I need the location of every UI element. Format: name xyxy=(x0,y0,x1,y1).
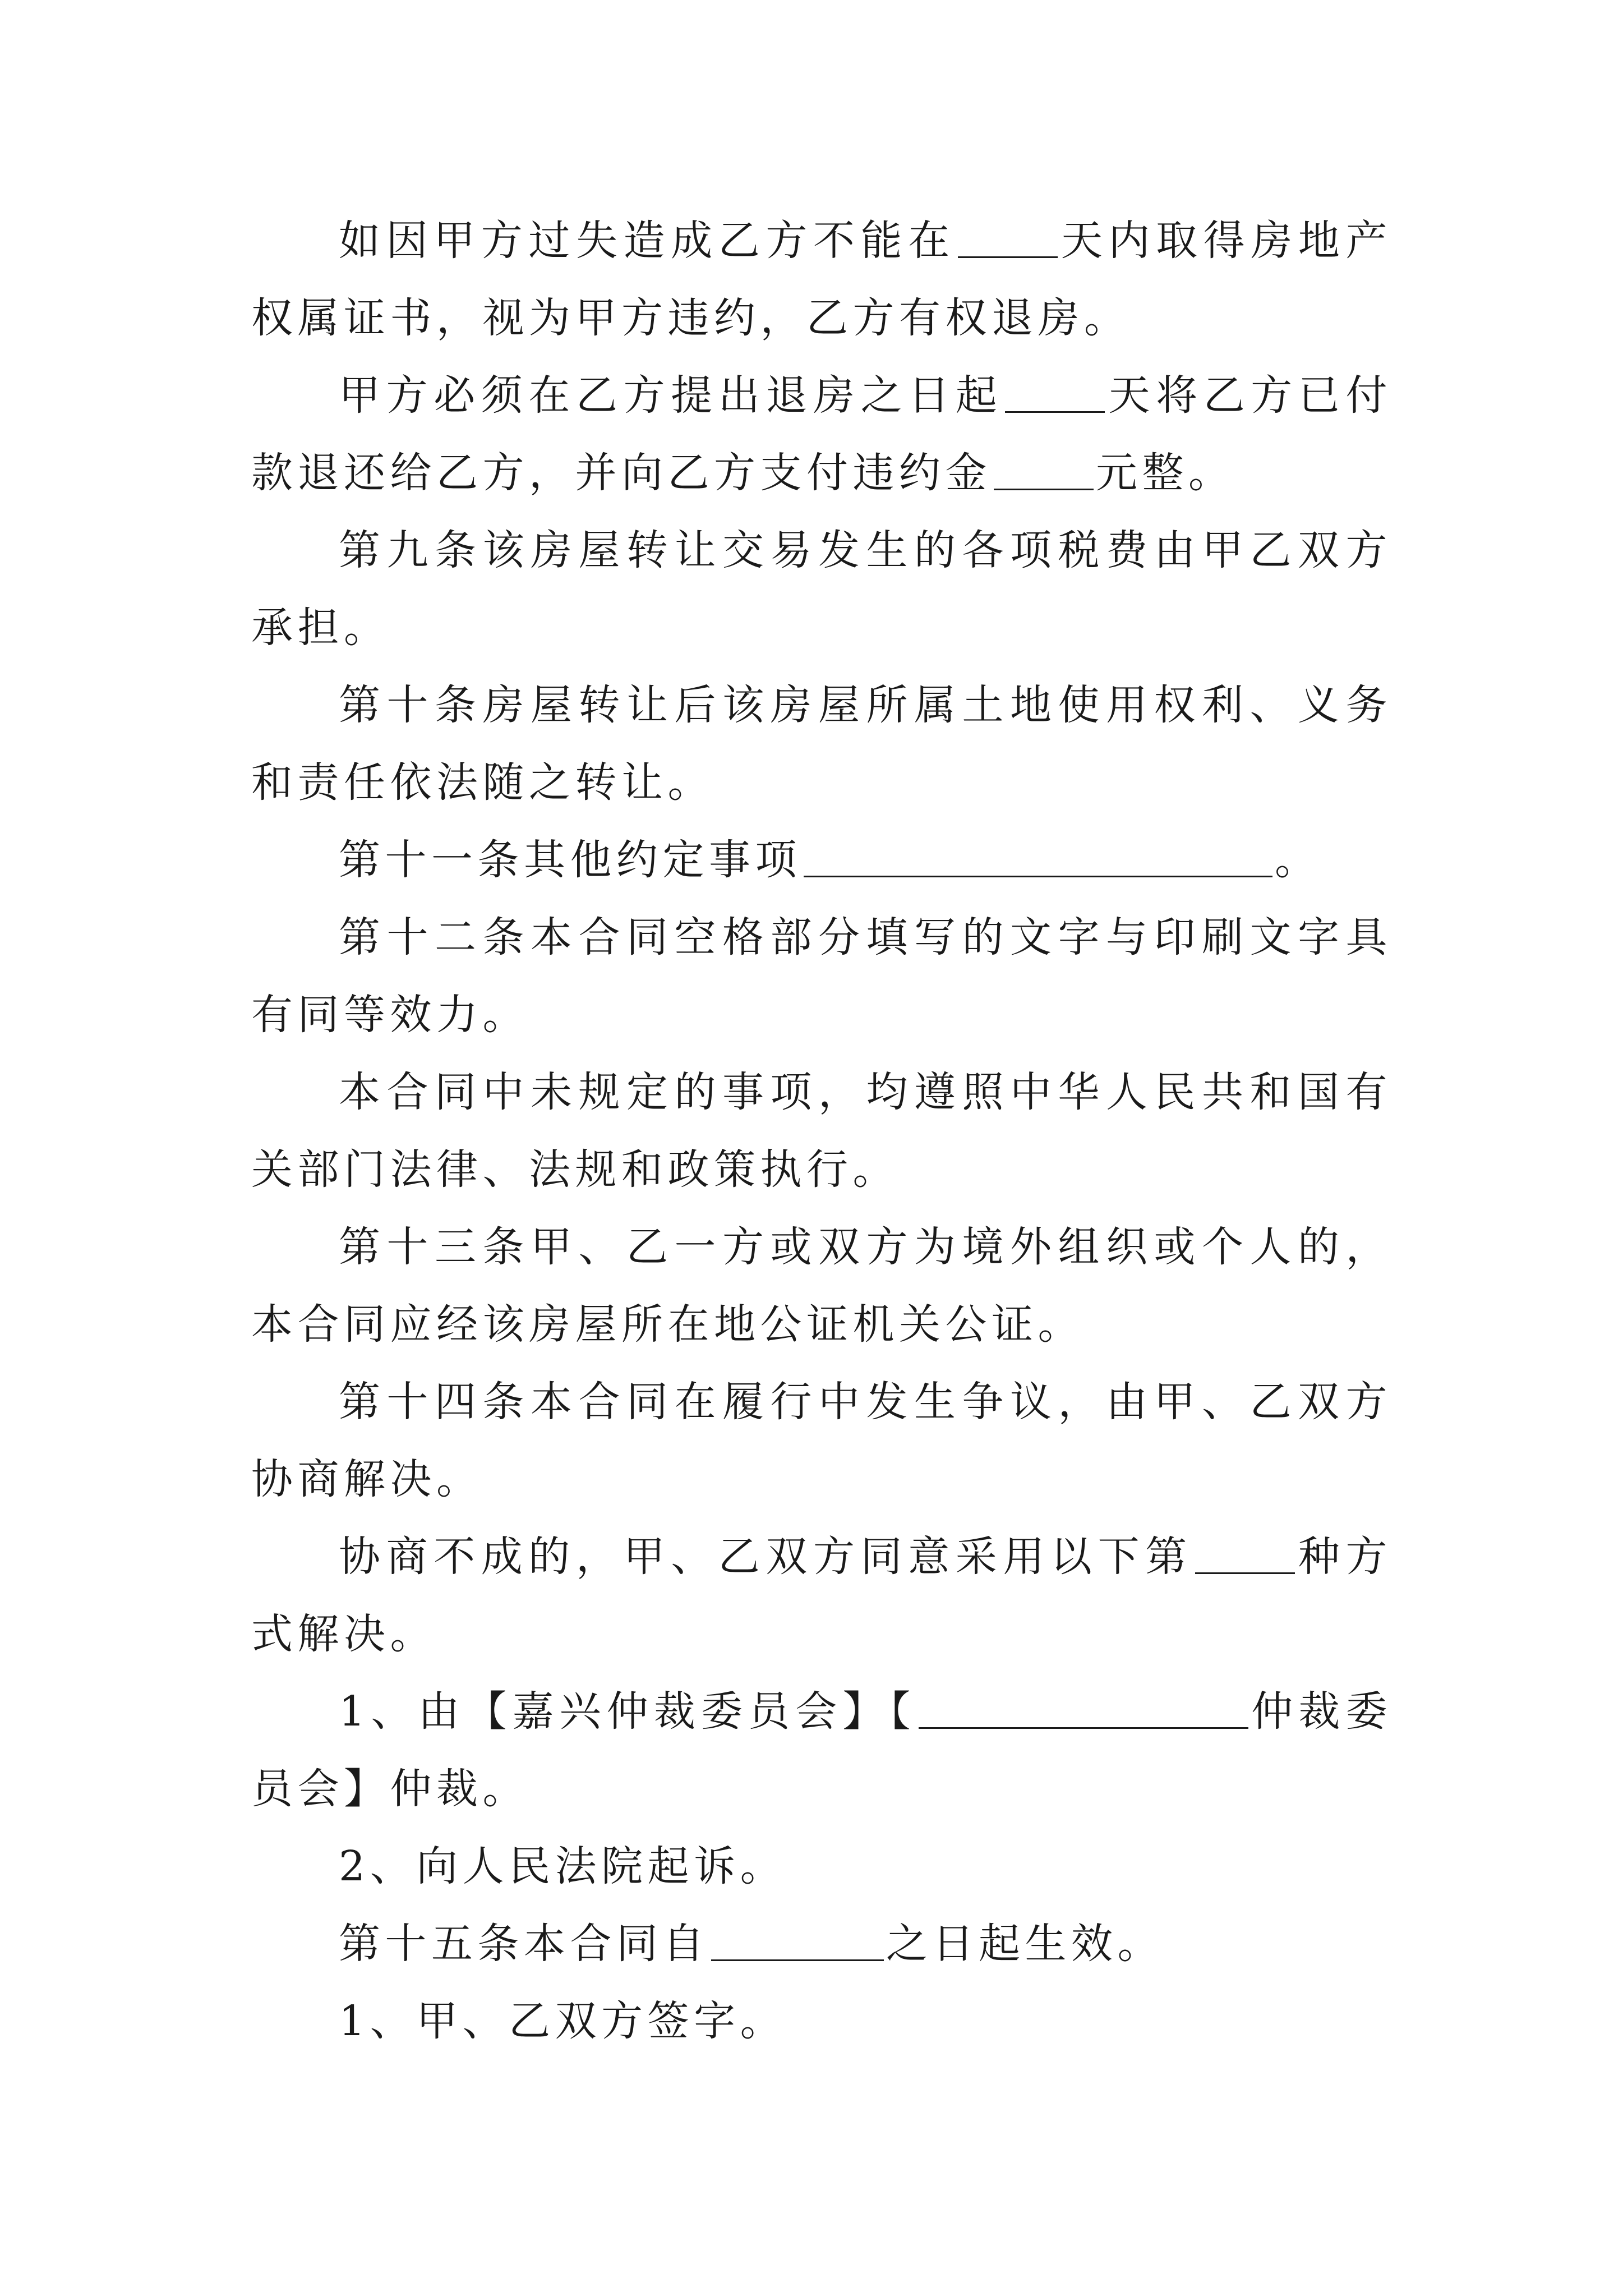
text-segment: 甲方必须在乙方提出退房之日起 xyxy=(339,371,1003,420)
paragraph-refund-payment xyxy=(251,357,1392,512)
blank-days-field[interactable] xyxy=(958,219,1058,258)
blank-arbitration-commission-field[interactable] xyxy=(919,1690,1248,1729)
text-segment: 。 xyxy=(1275,836,1321,884)
blank-penalty-amount-field[interactable] xyxy=(994,452,1094,490)
paragraph-unspecified-matters: 本合同中未规定的事项，均遵照中华人民共和国有关部门法律、法规和政策执行。 xyxy=(251,1068,1392,1194)
paragraph-refund-deadline xyxy=(251,202,1392,357)
blank-method-number-field[interactable] xyxy=(1195,1535,1295,1574)
blank-refund-days-field[interactable] xyxy=(1005,374,1105,413)
article-13: 第十三条甲、乙一方或双方为境外组织或个人的，本合同应经该房屋所在地公证机关公证。 xyxy=(251,1223,1392,1349)
text-segment: 协商不成的，甲、乙双方同意采用以下第 xyxy=(339,1533,1193,1581)
text-segment: 第十一条其他约定事项 xyxy=(339,836,801,884)
article-14: 第十四条本合同在履行中发生争议，由甲、乙双方协商解决。 xyxy=(251,1378,1392,1503)
article-15 xyxy=(251,1905,1392,1982)
blank-other-matters-field[interactable] xyxy=(804,839,1272,877)
text-segment: 种方式解决。 xyxy=(251,1533,1393,1658)
option-court: 2、向人民法院起诉。 xyxy=(339,1842,787,1890)
document-page xyxy=(251,202,1392,2060)
effective-condition-1: 1、甲、乙双方签字。 xyxy=(339,1997,787,2045)
option-arbitration xyxy=(251,1673,1392,1828)
text-segment: 元整。 xyxy=(1096,449,1235,497)
text-segment: 如因甲方过失造成乙方不能在 xyxy=(339,217,956,265)
text-segment: 仲裁委员会】仲裁。 xyxy=(251,1687,1392,1813)
article-9: 第九条该房屋转让交易发生的各项税费由甲乙双方承担。 xyxy=(251,526,1392,652)
blank-effective-condition-field[interactable] xyxy=(711,1922,884,1961)
text-segment: 1、由【嘉兴仲裁委员会】【 xyxy=(339,1687,916,1736)
text-segment: 之日起生效。 xyxy=(886,1920,1164,1968)
article-10: 第十条房屋转让后该房屋所属土地使用权利、义务和责任依法随之转让。 xyxy=(251,681,1392,807)
article-11 xyxy=(251,821,1392,899)
text-segment: 第十五条本合同自 xyxy=(339,1920,709,1968)
text-segment: 天内取得房地产权属证书，视为甲方违约，乙方有权退房。 xyxy=(251,217,1393,342)
text-segment: 天将乙方已付款退还给乙方，并向乙方支付违约金 xyxy=(251,371,1393,497)
paragraph-dispute-method xyxy=(251,1518,1392,1673)
article-12: 第十二条本合同空格部分填写的文字与印刷文字具有同等效力。 xyxy=(251,913,1392,1039)
